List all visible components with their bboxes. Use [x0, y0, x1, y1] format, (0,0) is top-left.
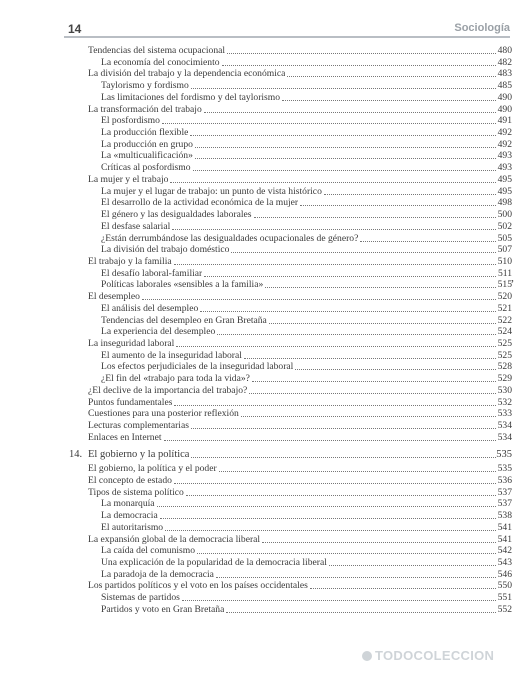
- toc-entry: [101, 603, 512, 615]
- dot-leader: [200, 311, 496, 312]
- toc-entry-page: 495: [497, 185, 512, 197]
- toc-entry-label: La economía del conocimiento: [101, 56, 220, 68]
- dot-leader: [142, 299, 496, 300]
- toc-entry-label: El gobierno, la política y el poder: [88, 463, 217, 475]
- toc-entry-label: El desfase salarial: [101, 220, 171, 232]
- toc-entry-page: 551: [497, 592, 512, 604]
- toc-entry-label: El análisis del desempleo: [101, 302, 199, 314]
- toc-entry: [88, 579, 512, 592]
- toc-entry: [88, 337, 512, 349]
- toc-entry: [88, 396, 512, 408]
- toc-entry-page: 511: [497, 267, 512, 279]
- toc-entry: [101, 509, 512, 522]
- toc-entry-label: El autoritarismo: [101, 521, 164, 533]
- dot-leader: [300, 205, 496, 206]
- dot-leader: [310, 588, 496, 589]
- dot-leader: [265, 287, 496, 288]
- dot-leader: [287, 76, 496, 77]
- dot-leader: [219, 471, 496, 472]
- dot-leader: [174, 264, 496, 265]
- toc-entry: [88, 419, 512, 432]
- toc-entry-label: Tipos de sistema político: [88, 486, 184, 498]
- dot-leader: [204, 112, 496, 113]
- dot-leader: [252, 381, 496, 382]
- toc-entry: [101, 568, 512, 580]
- toc-entry-label: La monarquía: [101, 498, 155, 510]
- dot-leader: [231, 252, 496, 253]
- dot-leader: [190, 135, 496, 136]
- toc-entry-label: Partidos y voto en Gran Bretaña: [101, 603, 225, 615]
- dot-leader: [170, 182, 496, 183]
- toc-entry: [88, 173, 512, 185]
- toc-entry-page: 537: [497, 486, 512, 498]
- toc-entry-page: 510: [497, 255, 512, 267]
- toc-entry-label: La caída del comunismo: [101, 545, 196, 557]
- toc-entry: [101, 325, 512, 338]
- dot-leader: [186, 495, 496, 496]
- toc-entry-page: 535: [497, 463, 512, 475]
- toc-entry-page: 490: [497, 103, 512, 115]
- dot-leader: [157, 506, 496, 507]
- toc-entry-label: El concepto de estado: [88, 474, 172, 486]
- toc-entry: [88, 431, 512, 443]
- toc-entry-label: El trabajo y la familia: [88, 255, 172, 267]
- toc-entry-label: La división del trabajo doméstico: [101, 244, 230, 256]
- toc-entry-label: Tendencias del desempleo en Gran Bretaña: [101, 314, 267, 326]
- toc-entry-page: 538: [497, 510, 512, 522]
- toc-entry-label: La experiencia del desempleo: [101, 326, 216, 338]
- toc-entry-page: 498: [497, 197, 512, 209]
- toc-entry: [88, 474, 512, 486]
- watermark-logo: [362, 648, 494, 663]
- toc-entry-label: El posfordismo: [101, 115, 160, 127]
- toc-entry-label: Los partidos políticos y el voto en los países occidentales: [88, 580, 308, 592]
- toc-entry-page: 495: [497, 173, 512, 185]
- toc-entry: [88, 486, 512, 498]
- dot-leader: [174, 405, 496, 406]
- dot-leader: [254, 217, 496, 218]
- toc-entry: [101, 302, 512, 314]
- toc-entry-label: La expansión global de la democracia liberal: [88, 533, 261, 545]
- toc-entry: [88, 290, 512, 303]
- toc-entry: [101, 314, 512, 326]
- toc-entry-label: La mujer y el trabajo: [88, 173, 169, 185]
- running-title: Sociología: [454, 22, 510, 34]
- toc-entry-label: Enlaces en Internet: [88, 431, 162, 443]
- toc-entry-page: 507: [497, 244, 512, 256]
- toc-entry-label: Sistemas de partidos: [101, 592, 180, 604]
- toc-entry-label: Críticas al posfordismo: [101, 162, 191, 174]
- toc-entry-label: El gobierno y la política: [88, 449, 190, 461]
- dot-leader: [329, 565, 496, 566]
- dot-leader: [162, 123, 496, 124]
- dot-leader: [197, 553, 496, 554]
- toc-entry-page: 521: [497, 302, 512, 314]
- dot-leader: [241, 416, 496, 417]
- dot-leader: [172, 229, 496, 230]
- toc-entry-page: 483: [497, 68, 512, 80]
- watermark-icon: [362, 651, 372, 661]
- toc-entry: [101, 220, 512, 232]
- toc-entry: [101, 360, 512, 373]
- toc-entry-page: 482: [497, 56, 512, 68]
- toc-entry: [101, 149, 512, 162]
- dot-leader: [262, 542, 496, 543]
- toc-entry-page: 552: [497, 603, 512, 615]
- dot-leader: [227, 53, 496, 54]
- dot-leader: [282, 100, 496, 101]
- toc-entry-page: 533: [497, 408, 512, 420]
- toc-entry: [101, 591, 512, 604]
- toc-entry: [88, 255, 512, 267]
- toc-entry-label: El desempleo: [88, 291, 140, 303]
- dot-leader: [191, 457, 496, 458]
- toc-entry-page: 541: [497, 521, 512, 533]
- dot-leader: [226, 612, 496, 613]
- toc-entry-page: 525: [497, 338, 512, 349]
- toc-entry-page: 528: [497, 361, 512, 373]
- toc-entry-label: La paradoja de la democracia: [101, 568, 214, 580]
- dot-leader: [164, 440, 496, 441]
- toc-entry-page: 536: [497, 474, 512, 486]
- toc-entry-label: Lecturas complementarias: [88, 420, 189, 432]
- toc-entry-page: 515: [497, 279, 512, 291]
- dot-leader: [216, 577, 496, 578]
- header-rule: [64, 36, 510, 38]
- toc-entry-label: La división del trabajo y la dependencia económica: [88, 68, 286, 80]
- toc-entry-page: 500: [497, 209, 512, 221]
- toc-entry-label: Los efectos perjudiciales de la inseguridad laboral: [101, 361, 294, 373]
- toc-entry: [101, 349, 512, 361]
- toc-entry-page: 490: [497, 91, 512, 103]
- toc-entry-label: La democracia: [101, 510, 158, 522]
- toc-entry: [101, 232, 512, 244]
- toc-entry-label: El aumento de la inseguridad laboral: [101, 349, 242, 361]
- dot-leader: [244, 358, 496, 359]
- dot-leader: [176, 346, 496, 347]
- dot-leader: [174, 483, 496, 484]
- toc-entry-label: Taylorismo y fordismo: [101, 80, 189, 92]
- toc-entry-page: 550: [497, 580, 512, 592]
- dot-leader: [195, 158, 496, 159]
- dot-leader: [222, 65, 496, 66]
- toc-entry-page: 493: [497, 150, 512, 162]
- dot-leader: [295, 369, 496, 370]
- toc-entry-label: Una explicación de la popularidad de la democracia liberal: [101, 556, 327, 568]
- toc-entry-page: 534: [497, 420, 512, 432]
- toc-entry: [69, 448, 512, 461]
- toc-entry: [101, 185, 512, 197]
- toc-entry: [101, 126, 512, 139]
- page-header: [64, 14, 510, 34]
- page-number: 14: [68, 22, 82, 36]
- toc-entry: [88, 533, 512, 545]
- toc-entry: [101, 79, 512, 92]
- toc-entry-page: 535: [496, 449, 512, 461]
- toc-entry-page: 480: [497, 45, 512, 56]
- dot-leader: [324, 194, 496, 195]
- dot-leader: [269, 323, 496, 324]
- toc-entry-page: 529: [497, 373, 512, 385]
- dot-leader: [360, 241, 496, 242]
- toc-entry-label: ¿El declive de la importancia del trabajo?: [88, 384, 248, 396]
- toc-entry-page: 492: [497, 138, 512, 150]
- chapter-number: 14.: [69, 449, 83, 461]
- toc-entry: [101, 556, 512, 568]
- toc-entry-label: Las limitaciones del fordismo y del taylorismo: [101, 91, 281, 103]
- toc-entry-label: El desarrollo de la actividad económica de la mujer: [101, 197, 299, 209]
- watermark-text: TODOCOLECCION: [375, 648, 495, 663]
- toc-entry: [101, 267, 512, 279]
- toc-entry-label: El desafío laboral-familiar: [101, 267, 203, 279]
- toc-entry: [88, 44, 512, 56]
- dot-leader: [191, 428, 496, 429]
- toc-entry-label: La producción en grupo: [101, 138, 193, 150]
- toc-entry: [101, 138, 512, 150]
- toc-entry-page: 502: [497, 220, 512, 232]
- toc-entry-label: ¿Están derrumbándose las desigualdades ocupacionales de género?: [101, 232, 359, 244]
- toc-entry: [101, 544, 512, 557]
- toc-entry: [101, 243, 512, 256]
- dot-leader: [160, 518, 496, 519]
- dot-leader: [193, 170, 496, 171]
- toc-entry-page: 537: [497, 498, 512, 510]
- toc-entry-page: 543: [497, 556, 512, 568]
- toc-entry: [101, 196, 512, 209]
- dot-leader: [217, 334, 496, 335]
- toc-entry: [101, 497, 512, 510]
- toc-entry-label: La «multicualificación»: [101, 150, 193, 162]
- toc-entry: [101, 278, 512, 291]
- toc-entry: [88, 67, 512, 80]
- toc-entry-page: 520: [497, 291, 512, 303]
- margin-mark: ,: [511, 270, 514, 284]
- toc-entry-page: 546: [497, 568, 512, 580]
- dot-leader: [195, 147, 496, 148]
- toc-entry-page: 530: [497, 384, 512, 396]
- toc-entry: [101, 114, 512, 127]
- toc-entry: [88, 384, 512, 396]
- toc-entry-label: La inseguridad laboral: [88, 338, 175, 349]
- toc-entry-page: 542: [497, 545, 512, 557]
- toc-entry-page: 493: [497, 162, 512, 174]
- dot-leader: [182, 600, 496, 601]
- toc-entry: [101, 208, 512, 221]
- toc-entry-label: Cuestiones para una posterior reflexión: [88, 408, 239, 420]
- toc-entry-label: El género y las desigualdades laborales: [101, 209, 252, 221]
- toc-entry-label: La mujer y el lugar de trabajo: un punto de vista histórico: [101, 185, 322, 197]
- dot-leader: [191, 88, 496, 89]
- toc-entry-label: Tendencias del sistema ocupacional: [88, 45, 226, 56]
- dot-leader: [249, 393, 496, 394]
- toc-entry-page: 485: [497, 80, 512, 92]
- toc-entry-page: 541: [497, 533, 512, 545]
- toc-entry-page: 532: [497, 396, 512, 408]
- toc-entry-label: La producción flexible: [101, 127, 189, 139]
- toc-entry-label: Puntos fundamentales: [88, 396, 173, 408]
- toc-entry-page: 505: [497, 232, 512, 244]
- dot-leader: [204, 276, 496, 277]
- dot-leader: [165, 530, 496, 531]
- toc-entry: [101, 91, 512, 103]
- toc-entry-page: 525: [497, 349, 512, 361]
- toc-entry-label: La transformación del trabajo: [88, 103, 202, 115]
- toc-entry-page: 524: [497, 326, 512, 338]
- toc-entry-page: 534: [497, 431, 512, 443]
- toc-entry: [101, 161, 512, 174]
- toc-entry-label: Políticas laborales «sensibles a la familia»: [101, 279, 264, 291]
- toc-entry: [88, 103, 512, 115]
- toc-entry-page: 492: [497, 127, 512, 139]
- toc-entry-page: 491: [497, 115, 512, 127]
- toc-entry: [88, 462, 512, 475]
- toc-entry: [101, 56, 512, 68]
- toc-entry: [101, 372, 512, 385]
- toc-entry: [88, 407, 512, 420]
- toc-entry-label: ¿El fin del «trabajo para toda la vida»?: [101, 373, 250, 385]
- toc-entry: [101, 521, 512, 533]
- toc-entry-page: 522: [497, 314, 512, 326]
